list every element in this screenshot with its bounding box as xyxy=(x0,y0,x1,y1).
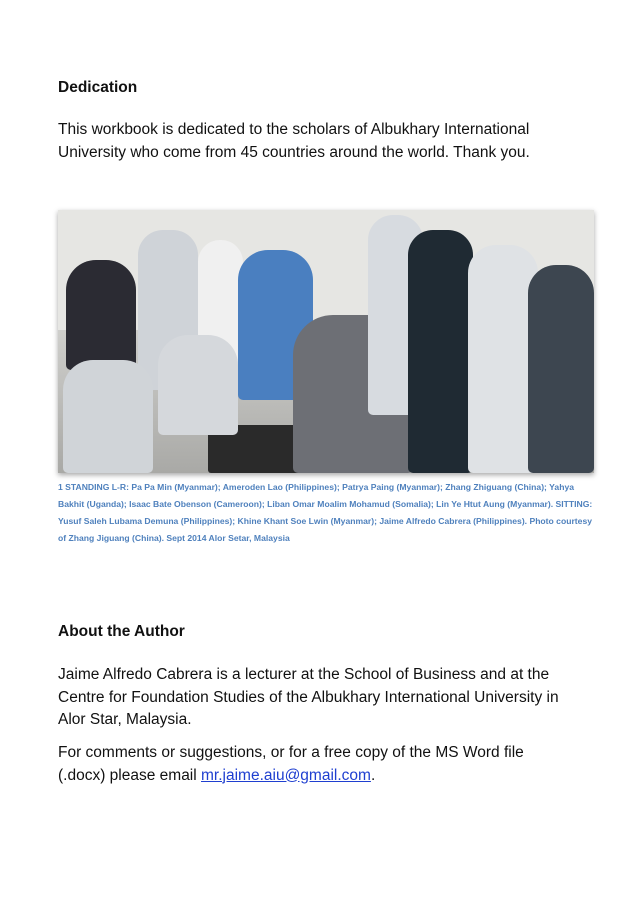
contact-suffix: . xyxy=(370,766,376,784)
author-bio: Jaime Alfredo Cabrera is a lecturer at the School of Business and at the Centre for Foundation Studies of the Albukhary International University in Alor Star, Malaysia. xyxy=(58,666,559,728)
contact-paragraph xyxy=(58,742,558,787)
contact-prefix: For comments or suggestions, or for a free copy of the MS Word file (.docx) please email xyxy=(58,744,524,784)
dedication-text: This workbook is dedicated to the scholars of Albukhary International University who come from 45 countries around the world. Thank you. xyxy=(58,121,530,161)
about-heading: About the Author xyxy=(58,623,185,640)
photo-caption: 1 STANDING L-R: Pa Pa Min (Myanmar); Ameroden Lao (Philippines); Patrya Paing (Myanmar); Zhang Zhiguang (China); Yahya Bakhit (Uganda); Isaac Bate Obenson (Cameroon); Liban Omar Moalim Mohamud (Somalia); Lin Ye Htut Aung (Myanmar). SITTING: Yusuf Saleh Lubama Demuna (Philippines); Khine Khant Soe Lwin (Myanmar); Jaime Alfredo Cabrera (Philippines). Photo courtesy of Zhang Jiguang (China). Sept 2014 Alor Setar, Malaysia xyxy=(58,482,593,543)
group-photo xyxy=(58,210,594,473)
email-link[interactable]: mr.jaime.aiu@gmail.com xyxy=(201,766,371,784)
dedication-heading: Dedication xyxy=(58,79,138,96)
